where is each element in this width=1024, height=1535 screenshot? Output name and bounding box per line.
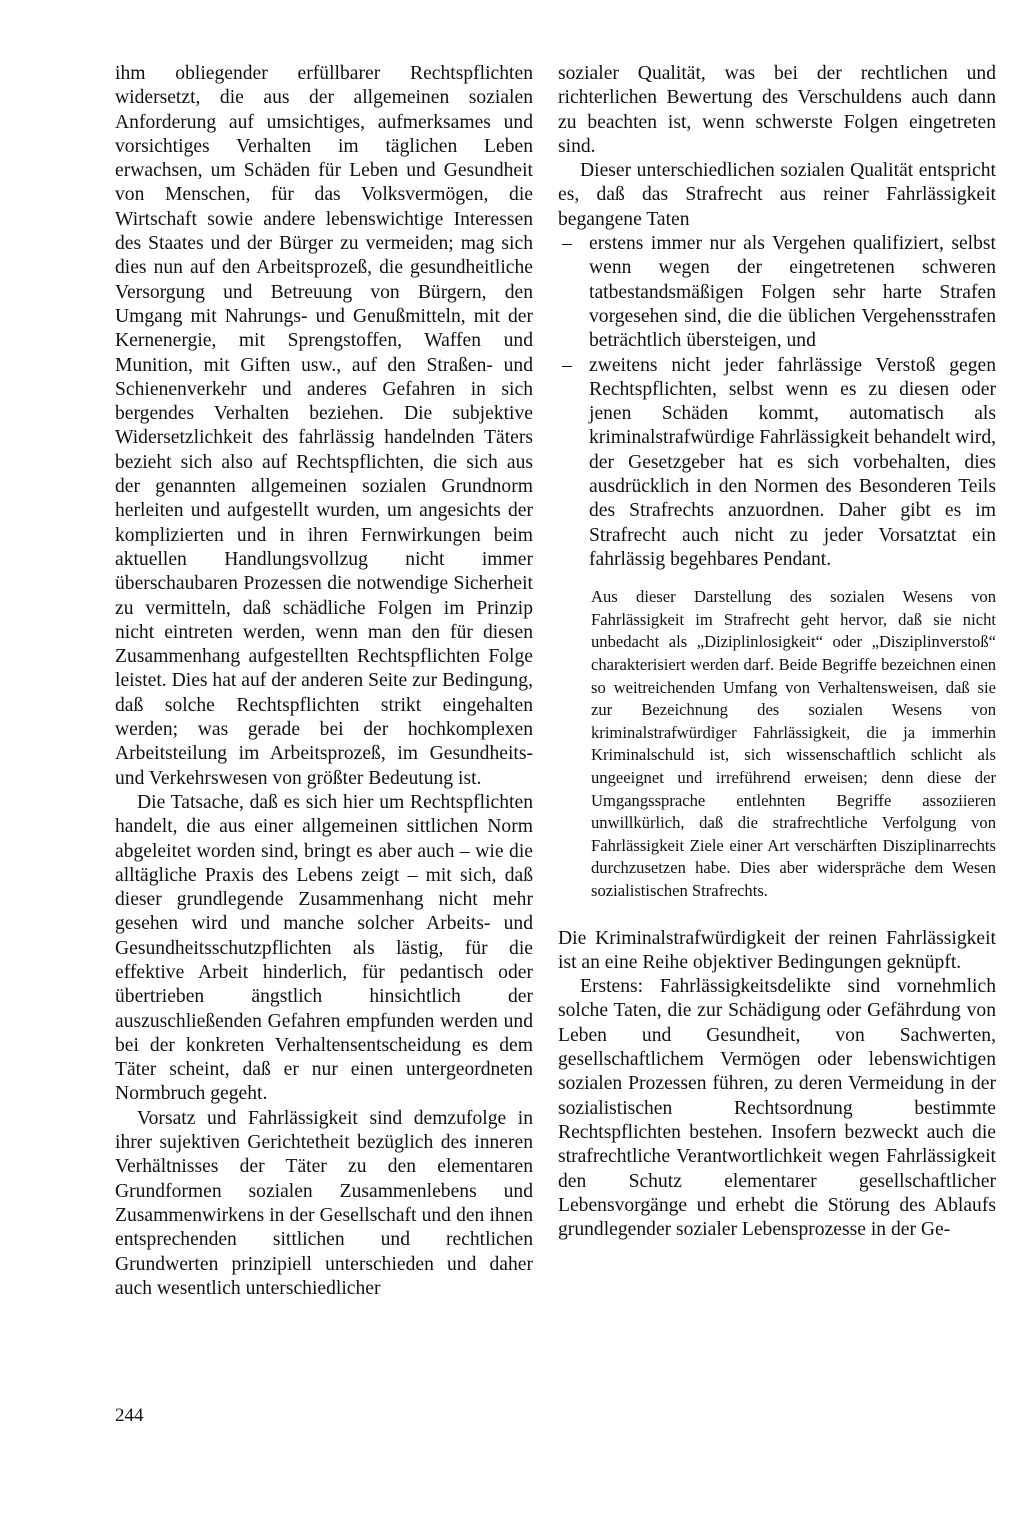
small-print-note — [558, 586, 996, 902]
body-paragraph: ihm obliegender erfüllbarer Rechtspflichten widersetzt, die aus der allgemeinen sozialen Anforderung auf umsichtiges, aufmerksames und vorsichtiges Verhalten im täglichen Leben erwachsen, um Schäden für Leben und Gesundheit von Menschen, für das Volksvermögen, die Wirtschaft sowie andere lebenswichtige Interessen des Staates und der Bürger zu vermeiden; mag sich dies nun auf den Arbeitsprozeß, die gesundheitliche Versorgung und Betreuung von Bürgern, den Umgang mit Nahrungs- und Genußmitteln, mit der Kernenergie, mit Sprengstoffen, Waffen und Munition, mit Giften usw., auf den Straßen- und Schienenverkehr und anderes Gefahren in sich bergendes Verhalten beziehen. Die subjektive Widersetzlichkeit des fahrlässig handelnden Täters bezieht sich also auf Rechtspflichten, die sich aus der genannten allgemeinen sozialen Grundnorm herleiten und aufgestellt wurden, um angesichts der komplizierten und in ihren Fernwirkungen beim aktuellen Handlungsvollzug nicht immer überschaubaren Prozessen die notwendige Sicherheit zu vermitteln, daß schädliche Folgen im Prinzip nicht eintreten werden, wenn man den für diesen Zusammenhang aufgestellten Rechtspflichten Folge leistet. Dies hat auf der anderen Seite zur Bedingung, daß solche Rechtspflichten strikt eingehalten werden; was gerade bei der hochkomplexen Arbeitsteilung im Arbeitsprozeß, im Gesundheits- und Verkehrswesen von größter Bedeutung ist. — [115, 63, 533, 789]
body-paragraph: Dieser unterschiedlichen sozialen Qualität entspricht es, daß das Strafrecht aus reiner Fahrlässigkeit begangene Taten — [558, 160, 996, 230]
list-item-text: zweitens nicht jeder fahrlässige Verstoß gegen Rechtspflichten, selbst wenn es zu diesen oder jenen Schäden kommt, automatisch als kriminalstrafwürdige Fahrlässigkeit behandelt wird, der Gesetzgeber hat es sich vorbehalten, dies ausdrücklich in den Normen des Besonderen Teils des Strafrechts anzuordnen. Daher gibt es im Strafrecht auch nicht zu jeder Vorsatztat ein fahrlässig begehbares Pendant. — [589, 354, 997, 570]
dash-bullet: – — [562, 233, 572, 255]
body-paragraph: Die Tatsache, daß es sich hier um Rechtspflichten handelt, die aus einer allgemeinen sittlichen Norm abgeleitet worden sind, bringt es aber auch – wie die alltägliche Praxis des Lebens zeigt – mit sich, daß dieser grundlegende Zusammenhang nicht mehr gesehen wird und manche solcher Arbeits- und Gesundheitsschutzpflichten als lästig, für die effektive Arbeit hinderlich, für pedantisch oder übertrieben ängstlich hinsichtlich der auszuschließenden Gefahren empfunden werden und bei der konkreten Verhaltensentscheidung es dem Täter scheint, daß er nur einen untergeordneten Normbruch gegeht. — [115, 791, 533, 1105]
list-item — [558, 354, 996, 573]
right-column — [558, 62, 996, 1242]
dash-bullet: – — [562, 354, 572, 376]
page-number: 244 — [115, 1405, 144, 1426]
body-paragraph: Vorsatz und Fahrlässigkeit sind demzufolge in ihrer sujektiven Gerichtetheit bezüglich des inneren Verhältnisses der Täter zu den elementaren Grundformen sozialen Zusammenlebens und Zusammenwirkens in der Gesellschaft und den ihnen entsprechenden sittlichen und rechtlichen Grundwerten prinzipiell unterschieden und daher auch wesentlich unterschiedlicher — [115, 1107, 533, 1299]
list-item — [558, 232, 996, 353]
body-paragraph: Erstens: Fahrlässigkeitsdelikte sind vornehmlich solche Taten, die zur Schädigung oder Gefährdung von Leben und Gesundheit, von Sachwerten, gesellschaftlichem Vermögen oder lebenswichtigen sozialen Prozessen führen, zu deren Vermeidung in der sozialistischen Rechtsordnung bestimmte Rechtspflichten bestehen. Insofern bezweckt auch die strafrechtliche Verantwortlichkeit wegen Fahrlässigkeit den Schutz elementarer gesellschaftlicher Lebensvorgänge und erhebt die Störung des Ablaufs grundlegender sozialer Lebensprozesse in der Ge- — [558, 976, 996, 1241]
body-paragraph: sozialer Qualität, was bei der rechtlichen und richterlichen Bewertung des Verschuldens auch dann zu beachten ist, wenn schwerste Folgen eingetreten sind. — [558, 63, 996, 157]
dash-list — [558, 232, 996, 572]
body-paragraph: Die Kriminalstrafwürdigkeit der reinen Fahrlässigkeit ist an eine Reihe objektiver Bedingungen geknüpft. — [558, 927, 996, 973]
small-print-paragraph: Aus dieser Darstellung des sozialen Wesens von Fahrlässigkeit im Strafrecht geht hervor, daß sie nicht unbedacht als „Diziplinlosigkeit“ oder „Disziplinverstoß“ charakterisiert werden darf. Beide Begriffe bezeichnen einen so weitreichenden Umfang von Verhaltensweisen, daß sie zur Bezeichnung des sozialen Wesens von kriminalstrafwürdiger Fahrlässigkeit, die ja immerhin Kriminalschuld ist, sich wissenschaftlich schlicht als ungeeignet und irreführend erweisen; denn diese der Umgangssprache entlehnten Begriffe assoziieren unwillkürlich, daß die strafrechtliche Verfolgung von Fahrlässigkeit Ziele einer Art verschärften Disziplinarrechts durchzusetzen habe. Dies aber widerspräche dem Wesen sozialistischen Strafrechts. — [591, 587, 996, 900]
left-column — [115, 62, 533, 1301]
list-item-text: erstens immer nur als Vergehen qualifiziert, selbst wenn wegen der eingetretenen schweren tatbestandsmäßigen Folgen sehr harte Strafen vorgesehen sind, die die üblichen Vergehensstrafen beträchtlich übersteigen, und — [589, 233, 996, 352]
